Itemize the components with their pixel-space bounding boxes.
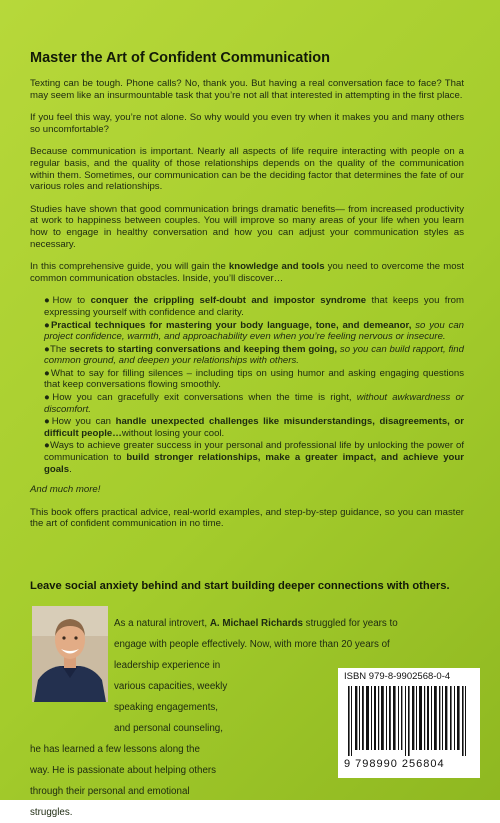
list-item: ●The secrets to starting conversations and keeping them going, so you can build rapport, find common ground, and deepen your relationships with others.	[44, 343, 464, 367]
paragraph: Studies have shown that good communication brings dramatic benefits— from increased productivity at work to happiness between couples. You will improve so many areas of your life when you learn how to engage in healthy conversation and how you can adjust your communication styles as necessary.	[30, 203, 464, 250]
author-photo	[32, 606, 108, 702]
paragraph: If you feel this way, you’re not alone. So why would you even try when it makes you and many others so uncomfortable?	[30, 112, 464, 135]
barcode-number: 9 798990 256804	[344, 758, 445, 770]
bio-line: speaking engagements,	[114, 702, 219, 713]
bullet-list	[30, 295, 464, 475]
barcode-icon	[346, 686, 472, 756]
bio-line: leadership experience in	[114, 660, 221, 671]
page-title: Master the Art of Confident Communication	[30, 50, 330, 66]
list-item: ●Ways to achieve greater success in your personal and professional life by unlocking the power of communication to build stronger relationships, make a greater impact, and achieve your goals.	[44, 440, 464, 475]
bio-line: various capacities, weekly	[114, 681, 228, 692]
author-portrait-icon	[32, 606, 108, 702]
paragraph: Texting can be tough. Phone calls? No, thank you. But having a real conversation face to face? That may seem like an insurmountable task that you’re not all that interested in attempting in the first place.	[30, 78, 464, 101]
description	[30, 78, 464, 541]
isbn-barcode	[338, 668, 480, 778]
bio-line: he has learned a few lessons along the	[30, 744, 200, 755]
bio-line: and personal counseling,	[114, 723, 223, 734]
bio-line: struggles.	[30, 807, 73, 818]
paragraph: Because communication is important. Nearly all aspects of life require interacting with people on a regular basis, and the quality of those relationships depends on the quality of the communication within them. Sometimes, our communication can be the deciding factor that determines the fate of our various roles and relationships.	[30, 146, 464, 193]
and-more: And much more!	[30, 484, 101, 496]
bio-line: As a natural introvert, A. Michael Richards struggled for years to	[114, 618, 398, 629]
isbn-label: ISBN 979-8-9902568-0-4	[344, 671, 451, 682]
bio-line: through their personal and emotional	[30, 786, 190, 797]
list-item: ●Practical techniques for mastering your body language, tone, and demeanor, so you can project confidence, warmth, and approachability even when you’re feeling nervous or insecure.	[44, 319, 464, 343]
closing-paragraph: This book offers practical advice, real-world examples, and step-by-step guidance, so you can master the art of confident communication in no time.	[30, 506, 464, 530]
list-item: ●How you can gracefully exit conversations when the time is right, without awkwardness or discomfort.	[44, 392, 464, 415]
list-item: ●How to conquer the crippling self-doubt and impostor syndrome that keeps you from expressing yourself with confidence and clarity.	[44, 295, 464, 318]
list-item: ●How you can handle unexpected challenges like misunderstandings, disagreements, or difficult people…without losing your cool.	[44, 416, 465, 439]
bio-line: engage with people effectively. Now, with more than 20 years of	[114, 639, 390, 650]
intro-paragraph: In this comprehensive guide, you will gain the knowledge and tools you need to overcome the most common communication obstacles. Inside, you’ll discover…	[30, 261, 464, 284]
bio-line: way. He is passionate about helping others	[30, 765, 217, 776]
tagline: Leave social anxiety behind and start building deeper connections with others.	[30, 580, 450, 592]
list-item: ●What to say for filling silences – including tips on using humor and asking engaging questions that keep conversations flowing smoothly.	[44, 367, 464, 391]
author-name: A. Michael Richards	[209, 618, 303, 629]
